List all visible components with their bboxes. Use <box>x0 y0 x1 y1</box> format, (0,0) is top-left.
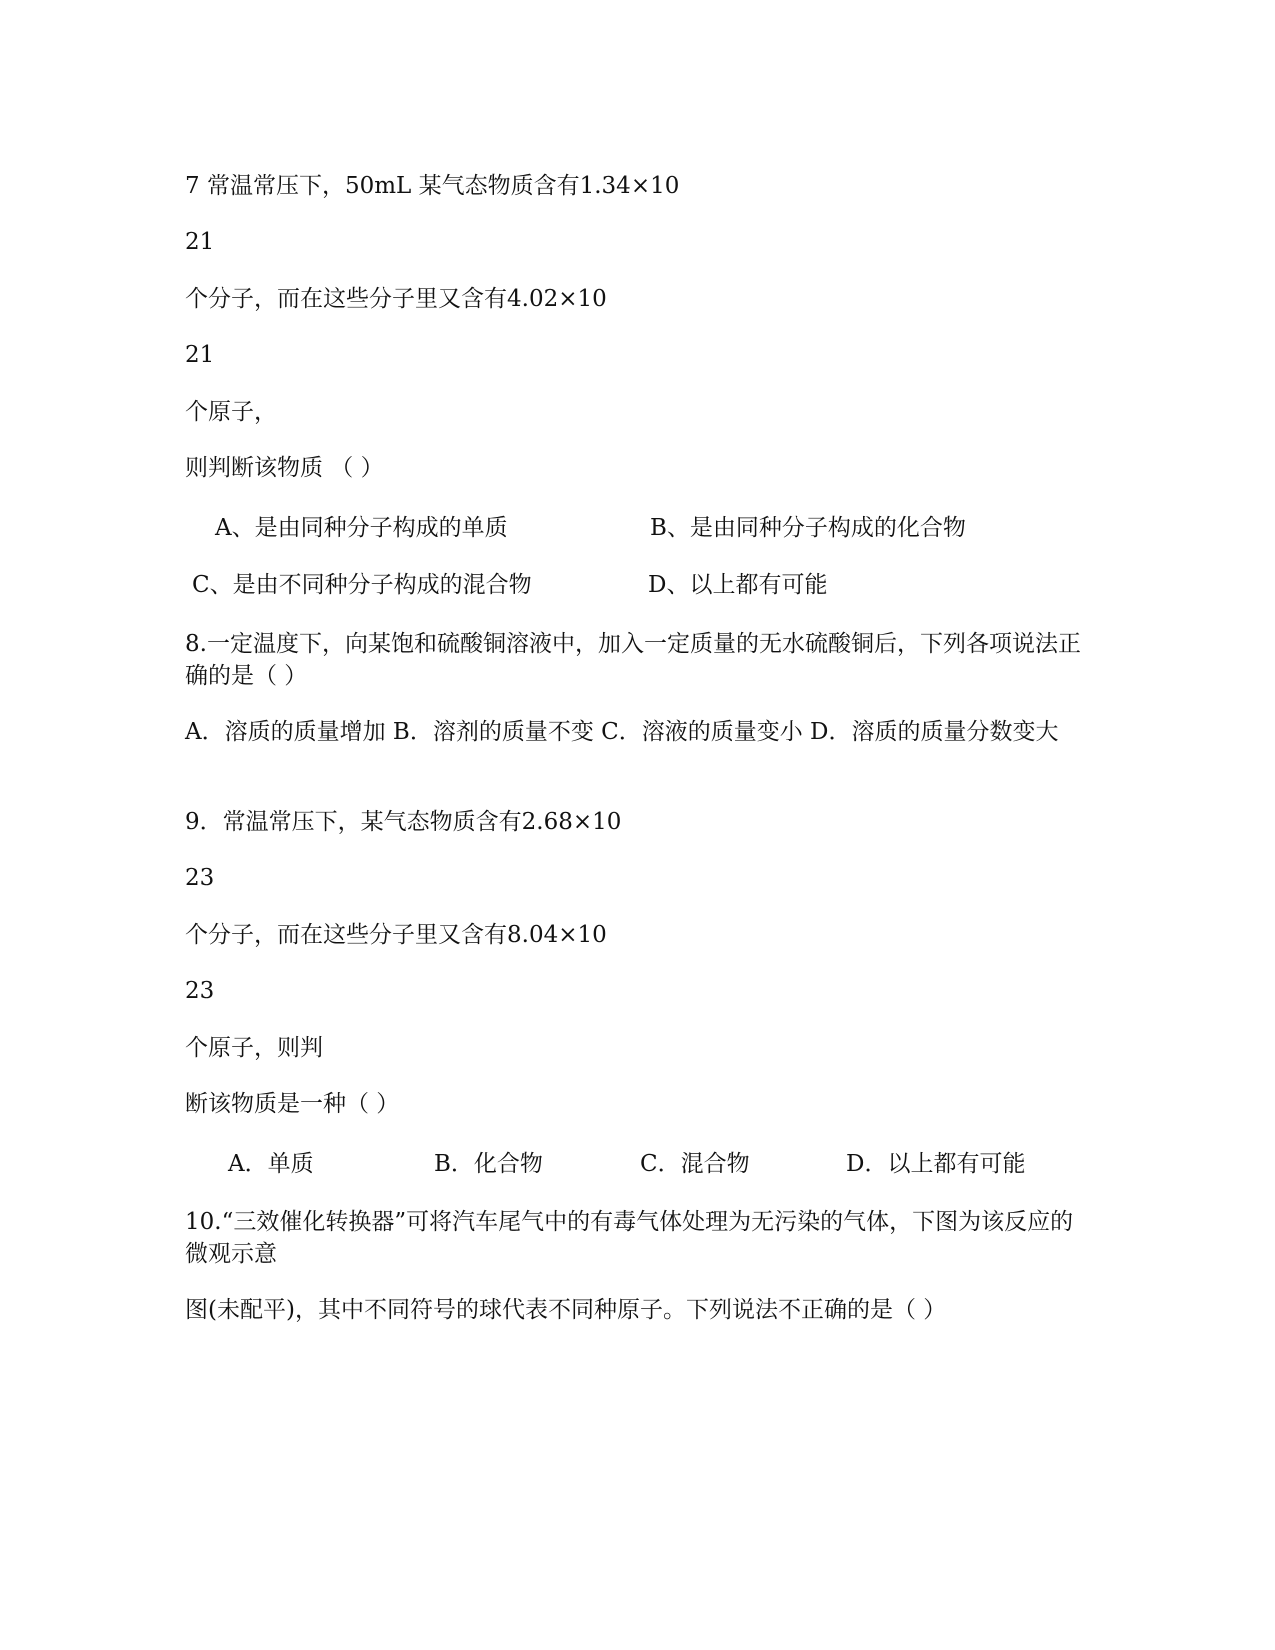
q9-line-4: 断该物质是一种（ ） <box>185 1091 400 1117</box>
q7-exponent-2: 21 <box>185 342 215 368</box>
q7-option-b: B、是由同种分子构成的化合物 <box>650 515 966 541</box>
q7-exponent-1: 21 <box>185 229 215 255</box>
q10-line-2: 图(未配平)，其中不同符号的球代表不同种原子。下列说法不正确的是（ ） <box>185 1297 947 1323</box>
q9-option-c: C．混合物 <box>640 1151 750 1177</box>
q8-stem: 8.一定温度下，向某饱和硫酸铜溶液中，加入一定质量的无水硫酸铜后，下列各项说法正确的是（ ） <box>185 631 1081 689</box>
q9-line-3: 个原子，则判 <box>185 1035 323 1061</box>
q7-option-d: D、以上都有可能 <box>648 572 828 598</box>
q9-exponent-1: 23 <box>185 865 215 891</box>
q7-line-3: 个原子， <box>185 399 277 425</box>
q7-option-a: A、是由同种分子构成的单质 <box>215 515 508 541</box>
q7-option-c: C、是由不同种分子构成的混合物 <box>192 572 532 598</box>
q9-line-2: 个分子，而在这些分子里又含有8.04×10 <box>185 922 607 948</box>
q8-options: A．溶质的质量增加 B．溶剂的质量不变 C．溶液的质量变小 D．溶质的质量分数变大 <box>185 719 1059 745</box>
q7-line-1: 7 常温常压下，50mL 某气态物质含有1.34×10 <box>185 173 680 199</box>
q9-line-1: 9．常温常压下，某气态物质含有2.68×10 <box>185 809 622 835</box>
q7-line-4: 则判断该物质 （ ） <box>185 455 384 481</box>
q9-option-d: D．以上都有可能 <box>846 1151 1026 1177</box>
q9-exponent-2: 23 <box>185 978 215 1004</box>
q7-line-2: 个分子，而在这些分子里又含有4.02×10 <box>185 286 607 312</box>
q9-option-a: A．单质 <box>228 1151 314 1177</box>
q10-stem: 10.“三效催化转换器”可将汽车尾气中的有毒气体处理为无污染的气体，下图为该反应的微观示意 <box>185 1209 1074 1267</box>
q9-option-b: B．化合物 <box>434 1151 543 1177</box>
